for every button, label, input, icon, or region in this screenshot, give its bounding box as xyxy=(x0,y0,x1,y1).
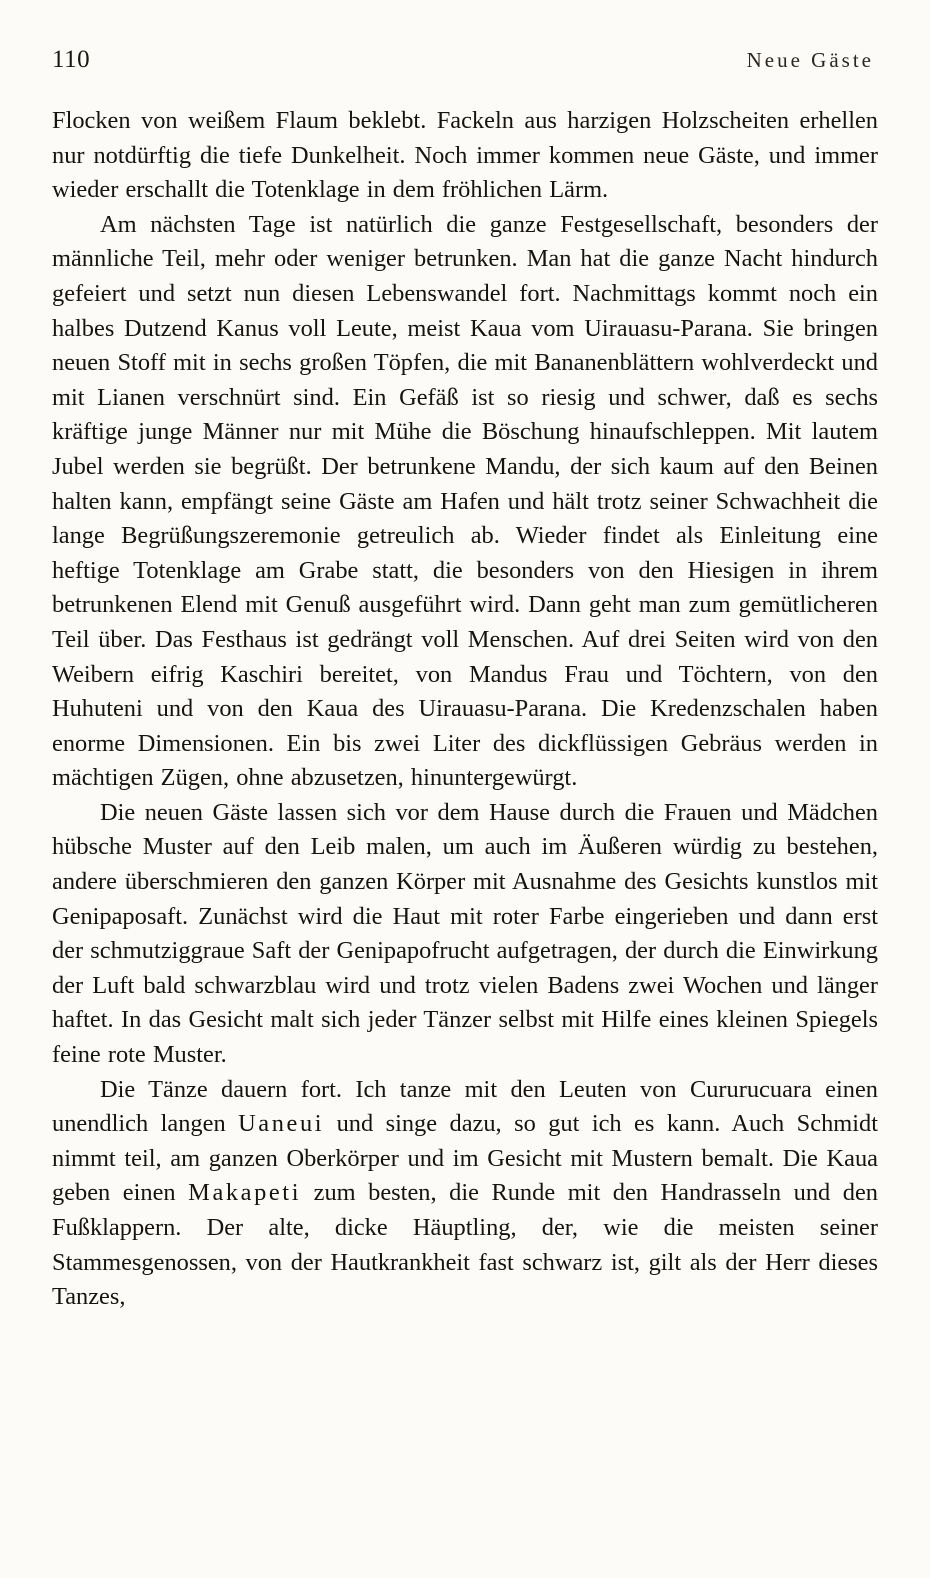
page-header xyxy=(52,46,874,76)
emphasized-term: Makapeti xyxy=(188,1179,302,1207)
page-number: 110 xyxy=(52,46,91,73)
paragraph-text-segment: Die Tänze dauern fort. Ich tanze mit den Leuten von Cururucuara einen unendlich langen xyxy=(52,1075,878,1138)
paragraph-3: Die neuen Gäste lassen sich vor dem Hause durch die Frauen und Mädchen hübsche Muster auf den Leib malen, um auch im Äußeren würdig zu bestehen, andere überschmieren den ganzen Körper mit Ausnahme des Gesichts kunstlos mit Genipaposaft. Zunächst wird die Haut mit roter Farbe eingerieben und dann erst der schmutziggraue Saft der Genipapofrucht aufgetragen, der durch die Einwirkung der Luft bald schwarzblau wird und trotz vielen Badens zwei Wochen und länger haftet. In das Gesicht malt sich jeder Tänzer selbst mit Hilfe eines kleinen Spiegels feine rote Muster. xyxy=(52,798,878,1069)
body-text xyxy=(52,104,878,1315)
paragraph-text-segment: zum besten, die Runde mit den Handrasseln und den Fußklappern. Der alte, dicke Häuptling, der, wie die meisten seiner Stammesgenossen, von der Hautkrankheit fast schwarz ist, gilt als der Herr dieses Tanzes, xyxy=(52,1179,878,1311)
paragraph-4 xyxy=(52,1073,878,1315)
running-head: Neue Gäste xyxy=(746,48,874,72)
paragraph-1: Flocken von weißem Flaum beklebt. Fackeln aus harzigen Holzscheiten erhellen nur notdürftig die tiefe Dunkelheit. Noch immer kommen neue Gäste, und immer wieder erschallt die Totenklage in dem fröhlichen Lärm. xyxy=(52,107,878,204)
paragraph-2: Am nächsten Tage ist natürlich die ganze Festgesellschaft, besonders der männliche Teil, mehr oder weniger betrunken. Man hat die ganze Nacht hindurch gefeiert und setzt nun diesen Lebenswandel fort. Nachmittags kommt noch ein halbes Dutzend Kanus voll Leute, meist Kaua vom Uirauasu-Parana. Sie bringen neuen Stoff mit in sechs großen Töpfen, die mit Bananenblättern wohlverdeckt und mit Lianen verschnürt sind. Ein Gefäß ist so riesig und schwer, daß es sechs kräftige junge Männer nur mit Mühe die Böschung hinaufschleppen. Mit lautem Jubel werden sie begrüßt. Der betrunkene Mandu, der sich kaum auf den Beinen halten kann, empfängt seine Gäste am Hafen und hält trotz seiner Schwachheit die lange Begrüßungszeremonie getreulich ab. Wieder findet als Einleitung eine heftige Totenklage am Grabe statt, die besonders von den Hiesigen in ihrem betrunkenen Elend mit Genuß ausgeführt wird. Dann geht man zum gemütlicheren Teil über. Das Festhaus ist gedrängt voll Menschen. Auf drei Seiten wird von den Weibern eifrig Kaschiri bereitet, von Mandus Frau und Töchtern, von den Huhuteni und von den Kaua des Uirauasu-Parana. Die Kredenzschalen haben enorme Dimensionen. Ein bis zwei Liter des dickflüssigen Gebräus werden in mächtigen Zügen, ohne abzusetzen, hinuntergewürgt. xyxy=(52,210,878,792)
emphasized-term: Uaneui xyxy=(238,1110,325,1138)
paragraph-text-segment: und singe dazu, so gut ich es kann. Auch Schmidt nimmt teil, am ganzen Oberkörper und im Gesicht mit Mustern bemalt. Die Kaua geben einen xyxy=(52,1110,878,1207)
